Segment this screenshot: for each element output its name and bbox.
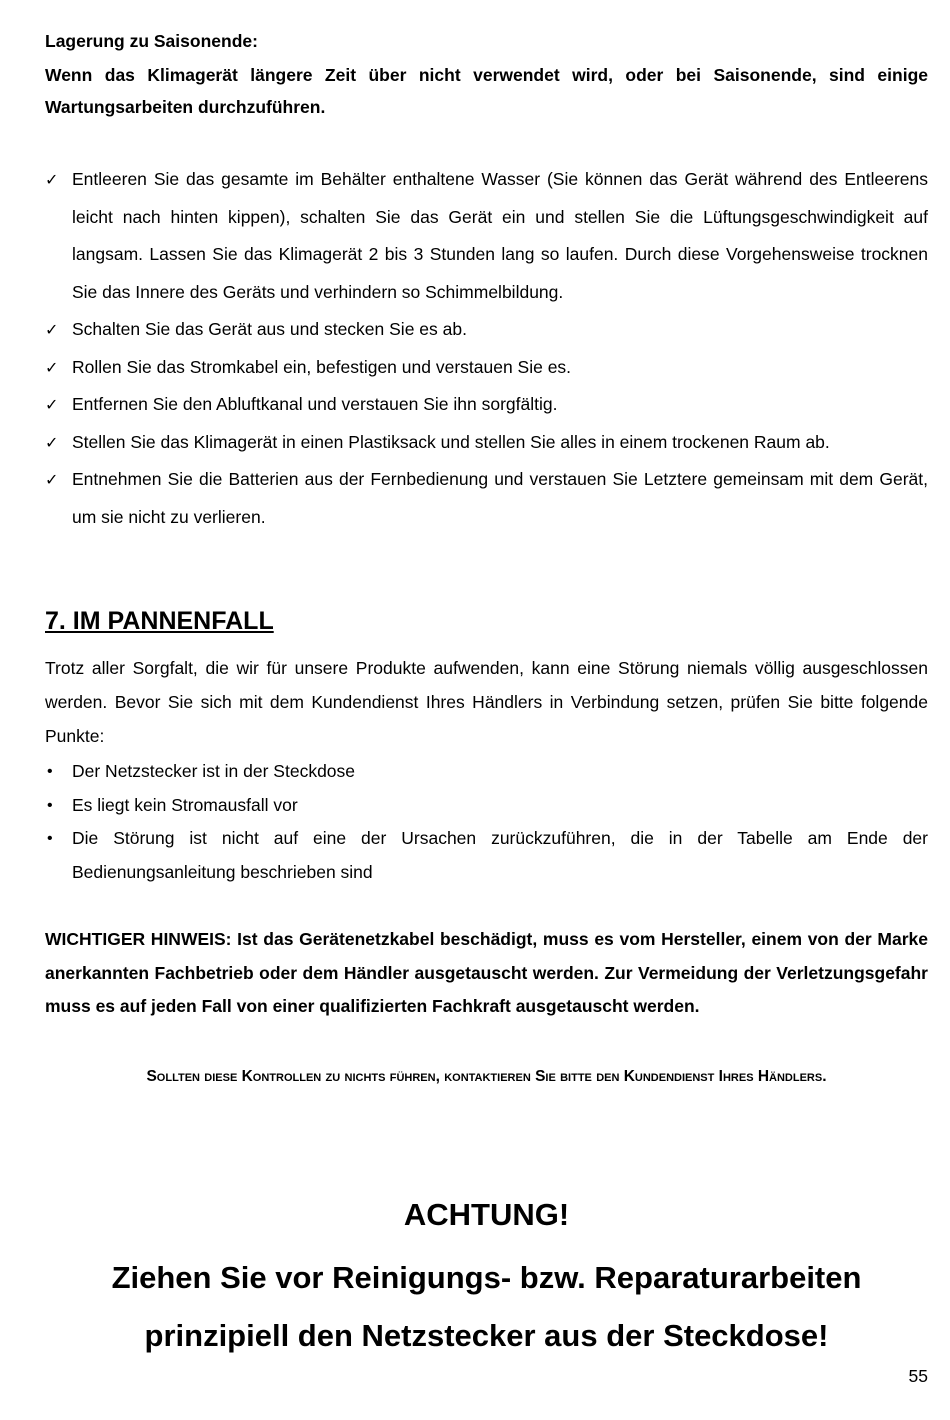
- important-note: WICHTIGER HINWEIS: Ist das Gerätenetzkabel beschädigt, muss es vom Hersteller, einem von der Marke anerkannten Fachbetrieb oder dem Händler ausgetauscht werden. Zur Vermeidung der Verletzungsgefahr muss es auf jeden Fall von einer qualifizierten Fachkraft ausgetauscht werden.: [45, 929, 928, 1016]
- bullet-icon: •: [47, 763, 53, 780]
- warning-text: Ziehen Sie vor Reinigungs- bzw. Reparaturarbeiten prinzipiell den Netzstecker aus der Steckdose!: [111, 1260, 862, 1353]
- checklist-item-text: Schalten Sie das Gerät aus und stecken Sie es ab.: [72, 319, 467, 339]
- checkmark-icon: ✓: [45, 170, 59, 189]
- checklist-item: [45, 311, 928, 349]
- list-item-text: Es liegt kein Stromausfall vor: [72, 794, 298, 815]
- page-number: 55: [908, 1366, 928, 1386]
- checklist-item: [45, 386, 928, 424]
- bullet-icon: •: [47, 796, 53, 814]
- checklist-item: [45, 461, 928, 536]
- service-contact-note: Sollten diese Kontrollen zu nichts führen, kontaktieren Sie bitte den Kundendienst Ihres Händlers.: [146, 1068, 827, 1085]
- storage-intro: Wenn das Klimagerät längere Zeit über nicht verwendet wird, oder bei Saisonende, sind einige Wartungsarbeiten durchzuführen.: [45, 65, 928, 117]
- section-heading: 7. IM PANNENFALL: [45, 607, 274, 635]
- checkmark-icon: ✓: [45, 357, 59, 377]
- list-item: [45, 822, 928, 889]
- warning-title: ACHTUNG!: [403, 1197, 570, 1232]
- checklist-item-text: Stellen Sie das Klimagerät in einen Plastiksack und stellen Sie alles in einem trockenen Raum ab.: [72, 431, 830, 452]
- section-intro: Trotz aller Sorgfalt, die wir für unsere Produkte aufwenden, kann eine Störung niemals völlig ausgeschlossen werden. Bevor Sie sich mit dem Kundendienst Ihres Händlers in Verbindung setzen, prüfen Sie bitte folgende Punkte:: [45, 658, 928, 746]
- bullet-icon: •: [47, 830, 53, 847]
- checklist-item: [45, 161, 928, 311]
- checklist-item: [45, 424, 928, 462]
- checklist-item: [45, 349, 928, 387]
- checklist-item-text: Entnehmen Sie die Batterien aus der Fernbedienung und verstauen Sie Letztere gemeinsam mit dem Gerät, um sie nicht zu verlieren.: [72, 469, 928, 527]
- checklist-item-text: Entleeren Sie das gesamte im Behälter enthaltene Wasser (Sie können das Gerät während des Entleerens leicht nach hinten kippen), schalten Sie das Gerät ein und stellen Sie die Lüftungsgeschwindigkeit auf langsam. Lassen Sie das Klimagerät 2 bis 3 Stunden lang so laufen. Durch diese Vorgehensweise trocknen Sie das Innere des Geräts und verhindern so Schimmelbildung.: [72, 169, 928, 302]
- checkmark-icon: ✓: [45, 395, 59, 414]
- storage-checklist: [45, 161, 928, 536]
- list-item: [45, 755, 928, 789]
- list-item-text: Der Netzstecker ist in der Steckdose: [72, 761, 356, 781]
- storage-title: Lagerung zu Saisonende:: [45, 31, 258, 51]
- checkmark-icon: ✓: [45, 320, 59, 339]
- checklist-item-text: Rollen Sie das Stromkabel ein, befestigen und verstauen Sie es.: [72, 356, 572, 377]
- manual-page: [45, 0, 928, 1420]
- checklist-item-text: Entfernen Sie den Abluftkanal und verstauen Sie ihn sorgfältig.: [72, 394, 558, 414]
- checkmark-icon: ✓: [45, 470, 59, 489]
- list-item: [45, 789, 928, 823]
- list-item-text: Die Störung ist nicht auf eine der Ursachen zurückzuführen, die in der Tabelle am Ende der Bedienungsanleitung beschrieben sind: [72, 828, 928, 882]
- checkmark-icon: ✓: [45, 432, 59, 452]
- check-points-list: [45, 755, 928, 889]
